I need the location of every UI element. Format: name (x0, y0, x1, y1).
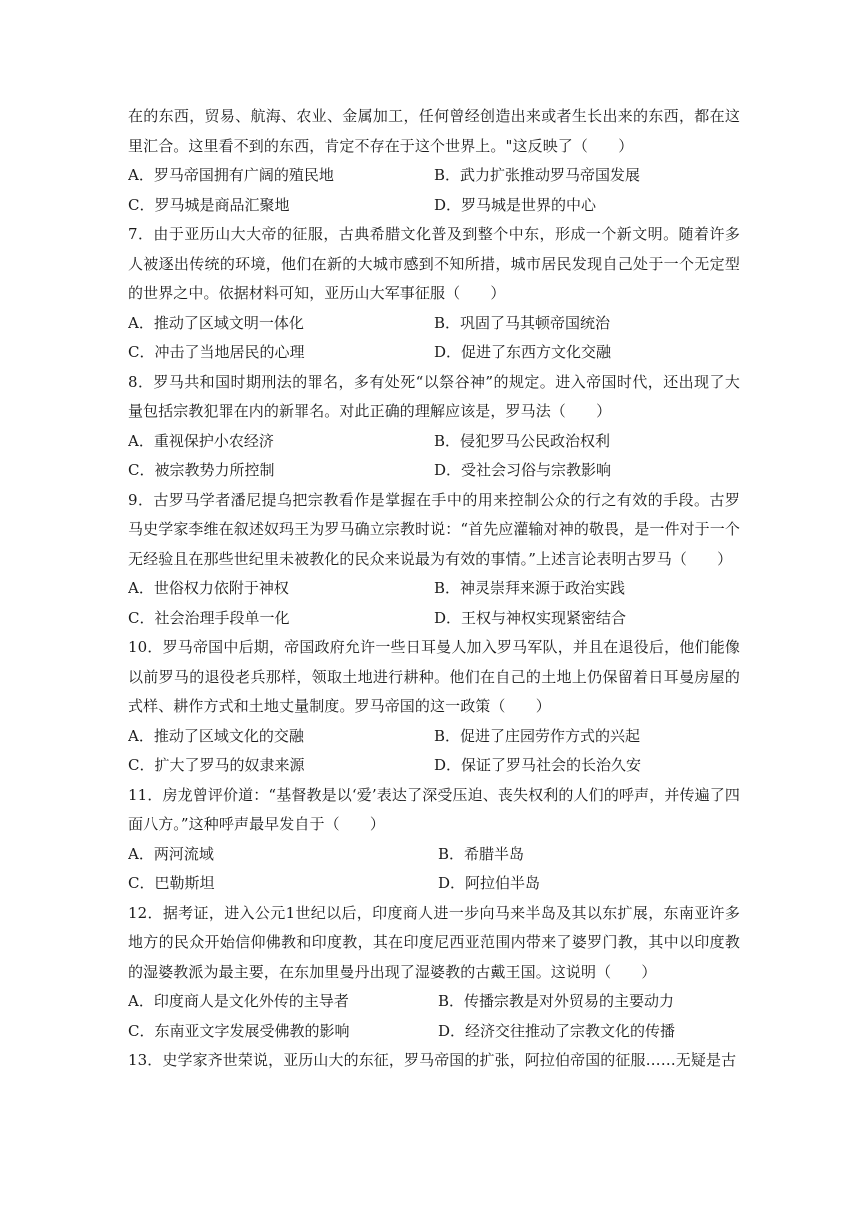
option-b: B．希腊半岛 (438, 844, 525, 863)
option-b: B．巩固了马其顿帝国统治 (434, 313, 611, 332)
option-c: C．罗马城是商品汇聚地 (128, 195, 290, 214)
option-a: A．推动了区域文明一体化 (128, 313, 304, 332)
option-d: D．阿拉伯半岛 (438, 874, 541, 892)
question-body (128, 102, 740, 1076)
option-b: B．侵犯罗马公民政治权利 (434, 431, 611, 450)
option-d: D．王权与神权实现紧密结合 (434, 608, 627, 627)
q9-options (128, 574, 740, 633)
option-a: A．重视保护小农经济 (128, 431, 274, 450)
option-a: A．推动了区域文化的交融 (128, 726, 304, 745)
option-d: D．促进了东西方文化交融 (434, 343, 612, 361)
option-d: D．保证了罗马社会的长治久安 (434, 756, 642, 774)
option-d: D．受社会习俗与宗教影响 (434, 461, 612, 479)
option-d: D．罗马城是世界的中心 (434, 195, 597, 214)
option-a: A．罗马帝国拥有广阔的殖民地 (128, 166, 334, 184)
option-d: D．经济交往推动了宗教文化的传播 (438, 1021, 676, 1040)
q9-stem: 9．古罗马学者潘尼提乌把宗教看作是掌握在手中的用来控制公众的行之有效的手段。古罗马史学家李维在叙述奴玛王为罗马确立宗教时说：“首先应灌输对神的敬畏，是一件对于一个无经验且在那些世纪里未被教化的民众来说最为有效的事情。”上述言论表明古罗马（ ） (128, 490, 740, 568)
option-a: A．世俗权力依附于神权 (128, 579, 289, 597)
q8-stem: 8．罗马共和国时期刑法的罪名，多有处死“以祭谷神”的规定。进入帝国时代，还出现了大量包括宗教犯罪在内的新罪名。对此正确的理解应该是，罗马法（ ） (128, 372, 740, 420)
option-c: C．巴勒斯坦 (128, 874, 215, 892)
q11-options (128, 840, 740, 899)
option-a: A．印度商人是文化外传的主导者 (128, 992, 349, 1010)
q11-stem: 11．房龙曾评价道：“基督教是以‘爱’表达了深受压迫、丧失权利的人们的呼声，并传遍了四面八方。”这种呼声最早发自于（ ） (128, 785, 740, 833)
option-c: C．东南亚文字发展受佛教的影响 (128, 1021, 350, 1040)
q6-stem-continuation: 在的东西，贸易、航海、农业、金属加工，任何曾经创造出来或者生长出来的东西，都在这里汇合。这里看不到的东西，肯定不存在于这个世界上。"这反映了（ ） (128, 107, 740, 155)
q10-options (128, 722, 740, 781)
option-b: B．神灵崇拜来源于政治实践 (434, 579, 626, 597)
option-c: C．社会治理手段单一化 (128, 608, 290, 627)
q13-stem-start: 13．史学家齐世荣说，亚历山大的东征，罗马帝国的扩张，阿拉伯帝国的征服……无疑是古 (128, 1051, 737, 1069)
q12-stem: 12．据考证，进入公元1世纪以后，印度商人进一步向马来半岛及其以东扩展，东南亚许多地方的民众开始信仰佛教和印度教，其在印度尼西亚范围内带来了婆罗门教，其中以印度教的湿婆教派为最主要，在东加里曼丹出现了湿婆教的古戴王国。这说明（ ） (128, 903, 740, 981)
option-c: C．冲击了当地居民的心理 (128, 343, 305, 361)
q10-stem: 10．罗马帝国中后期，帝国政府允许一些日耳曼人加入罗马军队，并且在退役后，他们能像以前罗马的退役老兵那样，领取土地进行耕种。他们在自己的土地上仍保留着日耳曼房屋的式样、耕作方式和土地丈量制度。罗马帝国的这一政策（ ） (128, 638, 740, 715)
q6-options (128, 161, 740, 220)
option-a: A．两河流域 (128, 844, 214, 863)
option-c: C．被宗教势力所控制 (128, 461, 275, 479)
option-b: B．武力扩张推动罗马帝国发展 (434, 166, 641, 184)
q12-options (128, 987, 740, 1046)
option-b: B．促进了庄园劳作方式的兴起 (434, 726, 641, 745)
q7-stem: 7．由于亚历山大大帝的征服，古典希腊文化普及到整个中东，形成一个新文明。随着许多人被逐出传统的环境，他们在新的大城市感到不知所措，城市居民发现自己处于一个无定型的世界之中。依据材料可知，亚历山大军事征服（ ） (128, 225, 740, 302)
option-c: C．扩大了罗马的奴隶来源 (128, 756, 305, 774)
q8-options (128, 427, 740, 486)
option-b: B．传播宗教是对外贸易的主要动力 (438, 992, 675, 1010)
q7-options (128, 309, 740, 368)
